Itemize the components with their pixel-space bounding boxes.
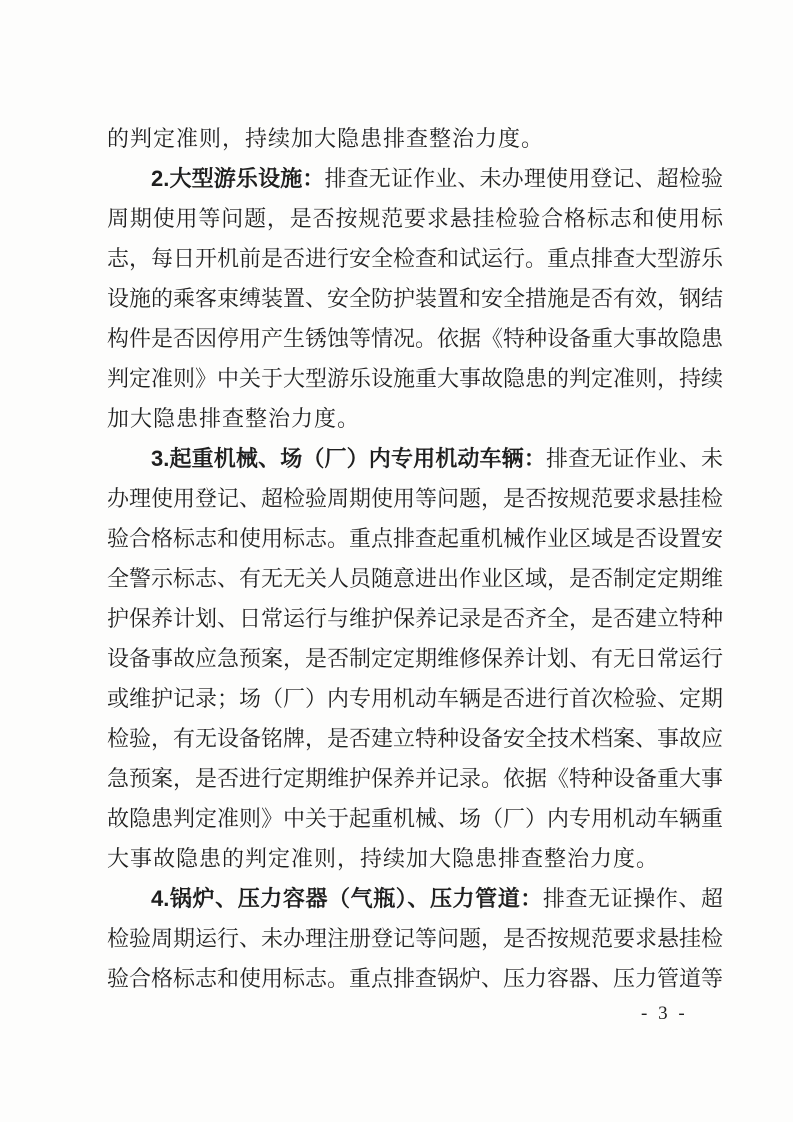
text-line: 4.锅炉、压力容器（气瓶）、压力管道：排查无证操作、超	[151, 886, 723, 911]
document-body	[107, 119, 723, 999]
text-line: 构件是否因停用产生锈蚀等情况。依据《特种设备重大事故隐患	[107, 326, 723, 351]
text-line: 检验周期运行、未办理注册登记等问题，是否按规范要求悬挂检	[107, 926, 723, 951]
text-line: 验合格标志和使用标志。重点排查锅炉、压力容器、压力管道等	[107, 966, 723, 991]
text-line: 志，每日开机前是否进行安全检查和试运行。重点排查大型游乐	[107, 246, 723, 271]
section-heading: 2.大型游乐设施：	[151, 166, 325, 191]
text-line: 加大隐患排查整治力度。	[107, 406, 361, 431]
page-number: - 3 -	[641, 1003, 688, 1024]
text-line: 设施的乘客束缚装置、安全防护装置和安全措施是否有效，钢结	[107, 286, 723, 311]
text-line: 办理使用登记、超检验周期使用等问题，是否按规范要求悬挂检	[107, 486, 723, 511]
text-line: 验合格标志和使用标志。重点排查起重机械作业区域是否设置安	[107, 526, 723, 551]
text-line: 或维护记录；场（厂）内专用机动车辆是否进行首次检验、定期	[107, 686, 723, 711]
text-line: 检验，有无设备铭牌，是否建立特种设备安全技术档案、事故应	[107, 726, 723, 751]
text-line: 设备事故应急预案，是否制定定期维修保养计划、有无日常运行	[107, 646, 723, 671]
section-heading: 3.起重机械、场（厂）内专用机动车辆：	[151, 446, 546, 471]
text-line: 全警示标志、有无无关人员随意进出作业区域，是否制定定期维	[107, 566, 723, 591]
text-line: 故隐患判定准则》中关于起重机械、场（厂）内专用机动车辆重	[107, 806, 723, 831]
text-line: 大事故隐患的判定准则，持续加大隐患排查整治力度。	[107, 846, 660, 871]
text-line: 判定准则》中关于大型游乐设施重大事故隐患的判定准则，持续	[107, 366, 723, 391]
text-line: 3.起重机械、场（厂）内专用机动车辆：排查无证作业、未	[151, 446, 723, 471]
text-line: 护保养计划、日常运行与维护保养记录是否齐全，是否建立特种	[107, 606, 723, 631]
text-line: 周期使用等问题，是否按规范要求悬挂检验合格标志和使用标	[107, 206, 723, 231]
text-line: 的判定准则，持续加大隐患排查整治力度。	[107, 126, 545, 151]
text-line: 急预案，是否进行定期维护保养并记录。依据《特种设备重大事	[107, 766, 723, 791]
section-heading: 4.锅炉、压力容器（气瓶）、压力管道：	[151, 886, 543, 911]
text-line: 2.大型游乐设施：排查无证作业、未办理使用登记、超检验	[151, 166, 723, 191]
